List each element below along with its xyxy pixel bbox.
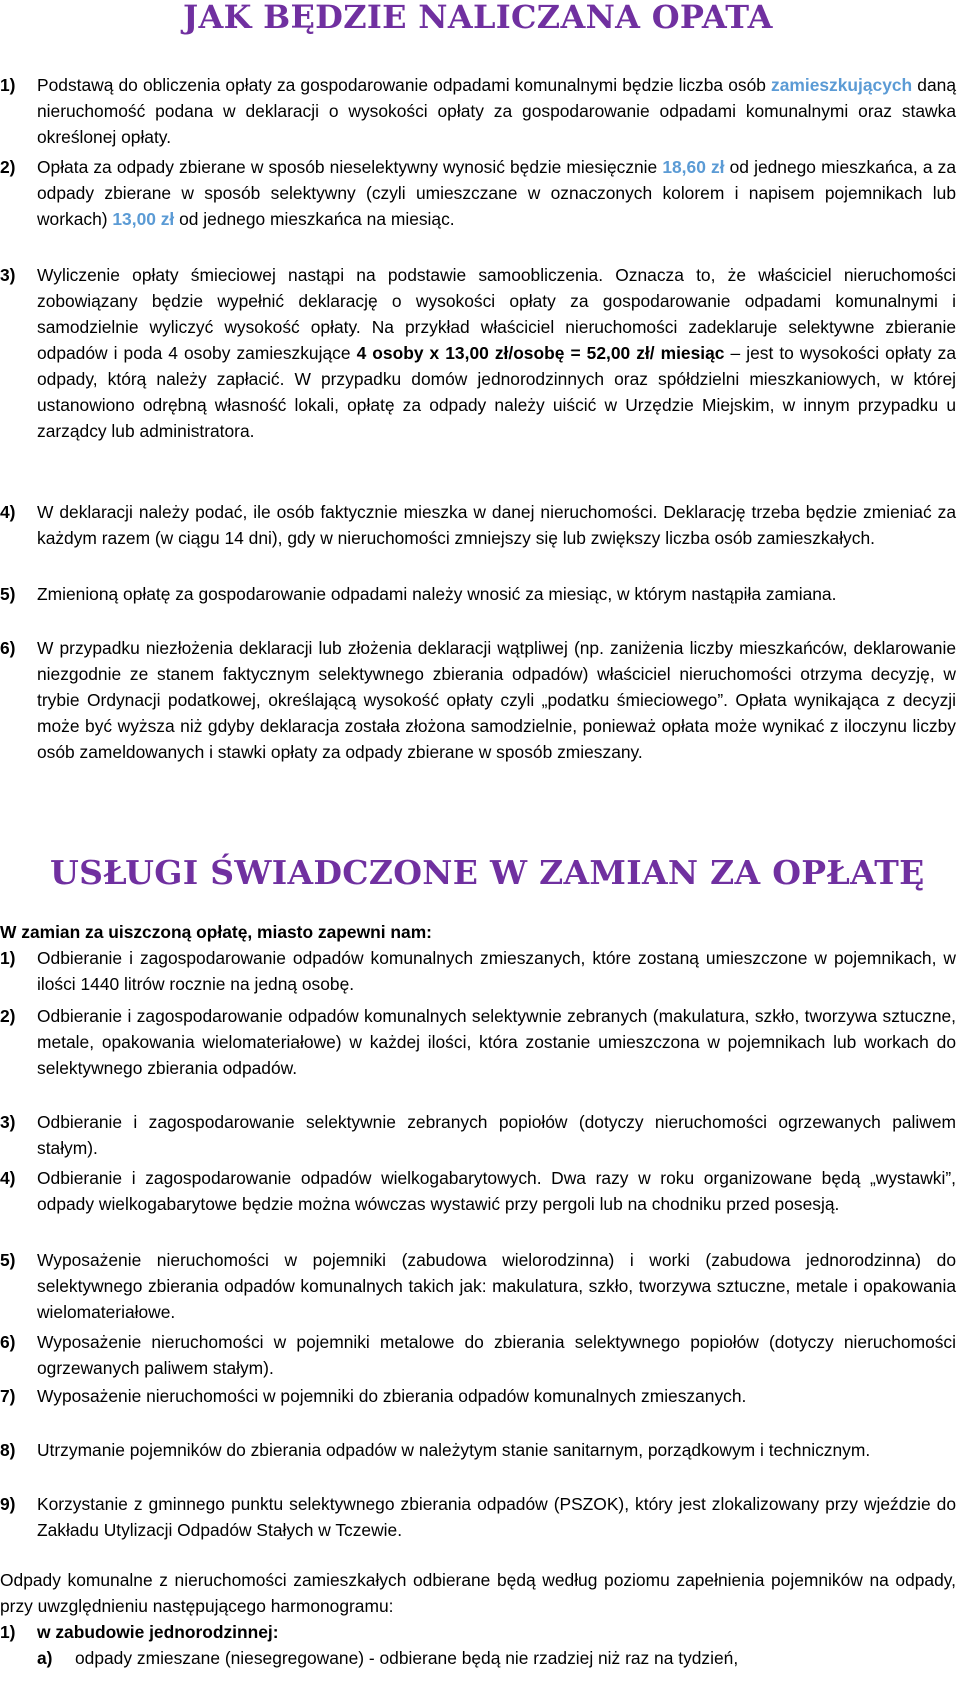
item-text: W przypadku niezłożenia deklaracji lub złożenia deklaracji wątpliwej (np. zaniżenia liczby mieszkańców, deklarowanie niezgodnie ze stanem faktycznym selektywnego zbierania odpadów) właściciel nieruchomości otrzyma decyzję, w trybie Ordynacji podatkowej, określającą wysokość opłaty czyli „podatku śmieciowego”. Opłata wynikająca z decyzji może być wyższa niż gdyby deklaracja została złożona samodzielnie, ponieważ opłata może wynikać z iloczynu liczby osób zameldowanych i stawki opłaty za odpady zbierane w sposób zmieszany. [37,638,956,762]
item-number: 6) [0,1332,16,1352]
item-number: 7) [0,1386,16,1406]
item-text: Utrzymanie pojemników do zbierania odpadów w należytym stanie sanitarnym, porządkowym i technicznym. [37,1440,871,1460]
item-number: 4) [0,1168,16,1188]
service-item-4 [0,1165,956,1217]
item-number: 3) [0,1112,16,1132]
item-number: 6) [0,638,16,658]
item-text: Wyliczenie opłaty śmieciowej nastąpi na podstawie samoobliczenia. Oznacza to, że właściciel nieruchomości zobowiązany będzie wypełnić deklarację o wysokości opłaty za gospodarowanie odpadami komunalnymi i samodzielnie wyliczyć wysokość opłaty. Na przykład właściciel nieruchomości zadeklaruje selektywne zbieranie odpadów i poda 4 osoby zamieszkujące 4 osoby x 13,00 zł/osobę = 52,00 zł/ miesiąc – jest to wysokości opłaty za odpady, którą należy zapłacić. W przypadku domów jednorodzinnych oraz spółdzielni mieszkaniowych, w której ustanowiono odrębną własność lokali, opłatę za odpady należy uiścić w Urzędzie Miejskim, w innym przypadku u zarządcy lub administratora. [37,265,956,441]
item-number: 5) [0,1250,16,1270]
item-text: W deklaracji należy podać, ile osób faktycznie mieszka w danej nieruchomości. Deklarację trzeba będzie zmieniać za każdym razem (w ciągu 14 dni), gdy w nieruchomości zmniejszy się lub zwiększy liczba osób zamieszkałych. [37,502,956,548]
section-title-services: USŁUGI ŚWIADCZONE W ZAMIAN ZA OPŁATĘ [50,853,925,892]
item-number: 1) [0,1622,16,1642]
service-item-1 [0,945,956,997]
item-number: 9) [0,1494,16,1514]
item-text: Odbieranie i zagospodarowanie odpadów komunalnych zmieszanych, które zostaną umieszczone w pojemnikach, w ilości 1440 litrów rocznie na jedną osobę. [37,948,956,994]
item-text: Odbieranie i zagospodarowanie odpadów komunalnych selektywnie zebranych (makulatura, szkło, tworzywa sztuczne, metale, opakowania wielomateriałowe) w każdej ilości, która zostanie umieszczona w pojemnikach lub workach do selektywnego zbierania odpadów. [37,1006,956,1078]
item-number: 3) [0,265,16,285]
service-item-6 [0,1329,956,1381]
item-text: Wyposażenie nieruchomości w pojemniki do zbierania odpadów komunalnych zmieszanych. [37,1386,747,1406]
item-number: 1) [0,75,16,95]
service-item-8 [0,1437,956,1463]
fee-item-5 [0,581,956,607]
fee-item-2 [0,154,956,232]
item-text: Opłata za odpady zbierane w sposób nieselektywny wynosić będzie miesięcznie 18,60 zł od jednego mieszkańca, a za odpady zbierane w sposób selektywny (czyli umieszczane w oznaczonych kolorem i napisem pojemnikach lub workach) 13,00 zł od jednego mieszkańca na miesiąc. [37,157,957,229]
fee-item-3 [0,262,956,444]
fee-item-1 [0,72,956,150]
service-item-2 [0,1003,956,1081]
item-label: w zabudowie jednorodzinnej: [37,1622,279,1642]
subitem-text: odpady zmieszane (niesegregowane) - odbierane będą nie rzadziej niż raz na tydzień, [75,1648,739,1668]
section-title-fee: JAK BĘDZIE NALICZANA OPATA [183,0,773,36]
item-text: Korzystanie z gminnego punktu selektywnego zbierania odpadów (PSZOK), który jest zlokalizowany przy wjeździe do Zakładu Utylizacji Odpadów Stałych w Tczewie. [37,1494,956,1540]
item-text: Podstawą do obliczenia opłaty za gospodarowanie odpadami komunalnymi będzie liczba osób zamieszkujących daną nieruchomość podana w deklaracji o wysokości opłaty za gospodarowanie odpadami komunalnymi oraz stawka określonej opłaty. [37,75,956,147]
item-text: Zmienioną opłatę za gospodarowanie odpadami należy wnosić za miesiąc, w którym nastąpiła zamiana. [37,584,837,604]
example-calculation: 4 osoby x 13,00 zł/osobę = 52,00 zł/ miesiąc [356,343,725,363]
services-intro: W zamian za uiszczoną opłatę, miasto zapewni nam: [0,922,432,942]
schedule-subitem-a [37,1645,956,1671]
service-item-9 [0,1491,956,1543]
service-item-3 [0,1109,956,1161]
item-number: 8) [0,1440,16,1460]
collection-schedule-intro: Odpady komunalne z nieruchomości zamieszkałych odbierane będą według poziomu zapełnienia pojemników na odpady, przy uwzględnieniu następującego harmonogramu: [0,1570,956,1616]
item-number: 1) [0,948,16,968]
service-item-5 [0,1247,956,1325]
item-number: 5) [0,584,16,604]
fee-item-4 [0,499,956,551]
item-text: Odbieranie i zagospodarowanie odpadów wielkogabarytowych. Dwa razy w roku organizowane będą „wystawki”, odpady wielkogabarytowe będzie można wówczas wystawić przy pergoli lub na chodniku przed posesją. [37,1168,956,1214]
item-text: Odbieranie i zagospodarowanie selektywnie zebranych popiołów (dotyczy nieruchomości ogrzewanych paliwem stałym). [37,1112,956,1158]
subitem-letter: a) [37,1648,53,1668]
amount-selective: 13,00 zł [112,209,175,229]
fee-item-6 [0,635,956,765]
item-number: 4) [0,502,16,522]
amount-mixed: 18,60 zł [662,157,725,177]
schedule-item-1 [0,1619,956,1645]
item-text: Wyposażenie nieruchomości w pojemniki metalowe do zbierania selektywnego popiołów (dotyczy nieruchomości ogrzewanych paliwem stałym). [37,1332,956,1378]
item-number: 2) [0,157,16,177]
service-item-7 [0,1383,956,1409]
item-number: 2) [0,1006,16,1026]
item-text: Wyposażenie nieruchomości w pojemniki (zabudowa wielorodzinna) i worki (zabudowa jednorodzinna) do selektywnego zbierania odpadów komunalnych takich jak: makulatura, szkło, tworzywa sztuczne, metale i opakowania wielomateriałowe. [37,1250,956,1322]
highlight-word: zamieszkujących [771,75,913,95]
